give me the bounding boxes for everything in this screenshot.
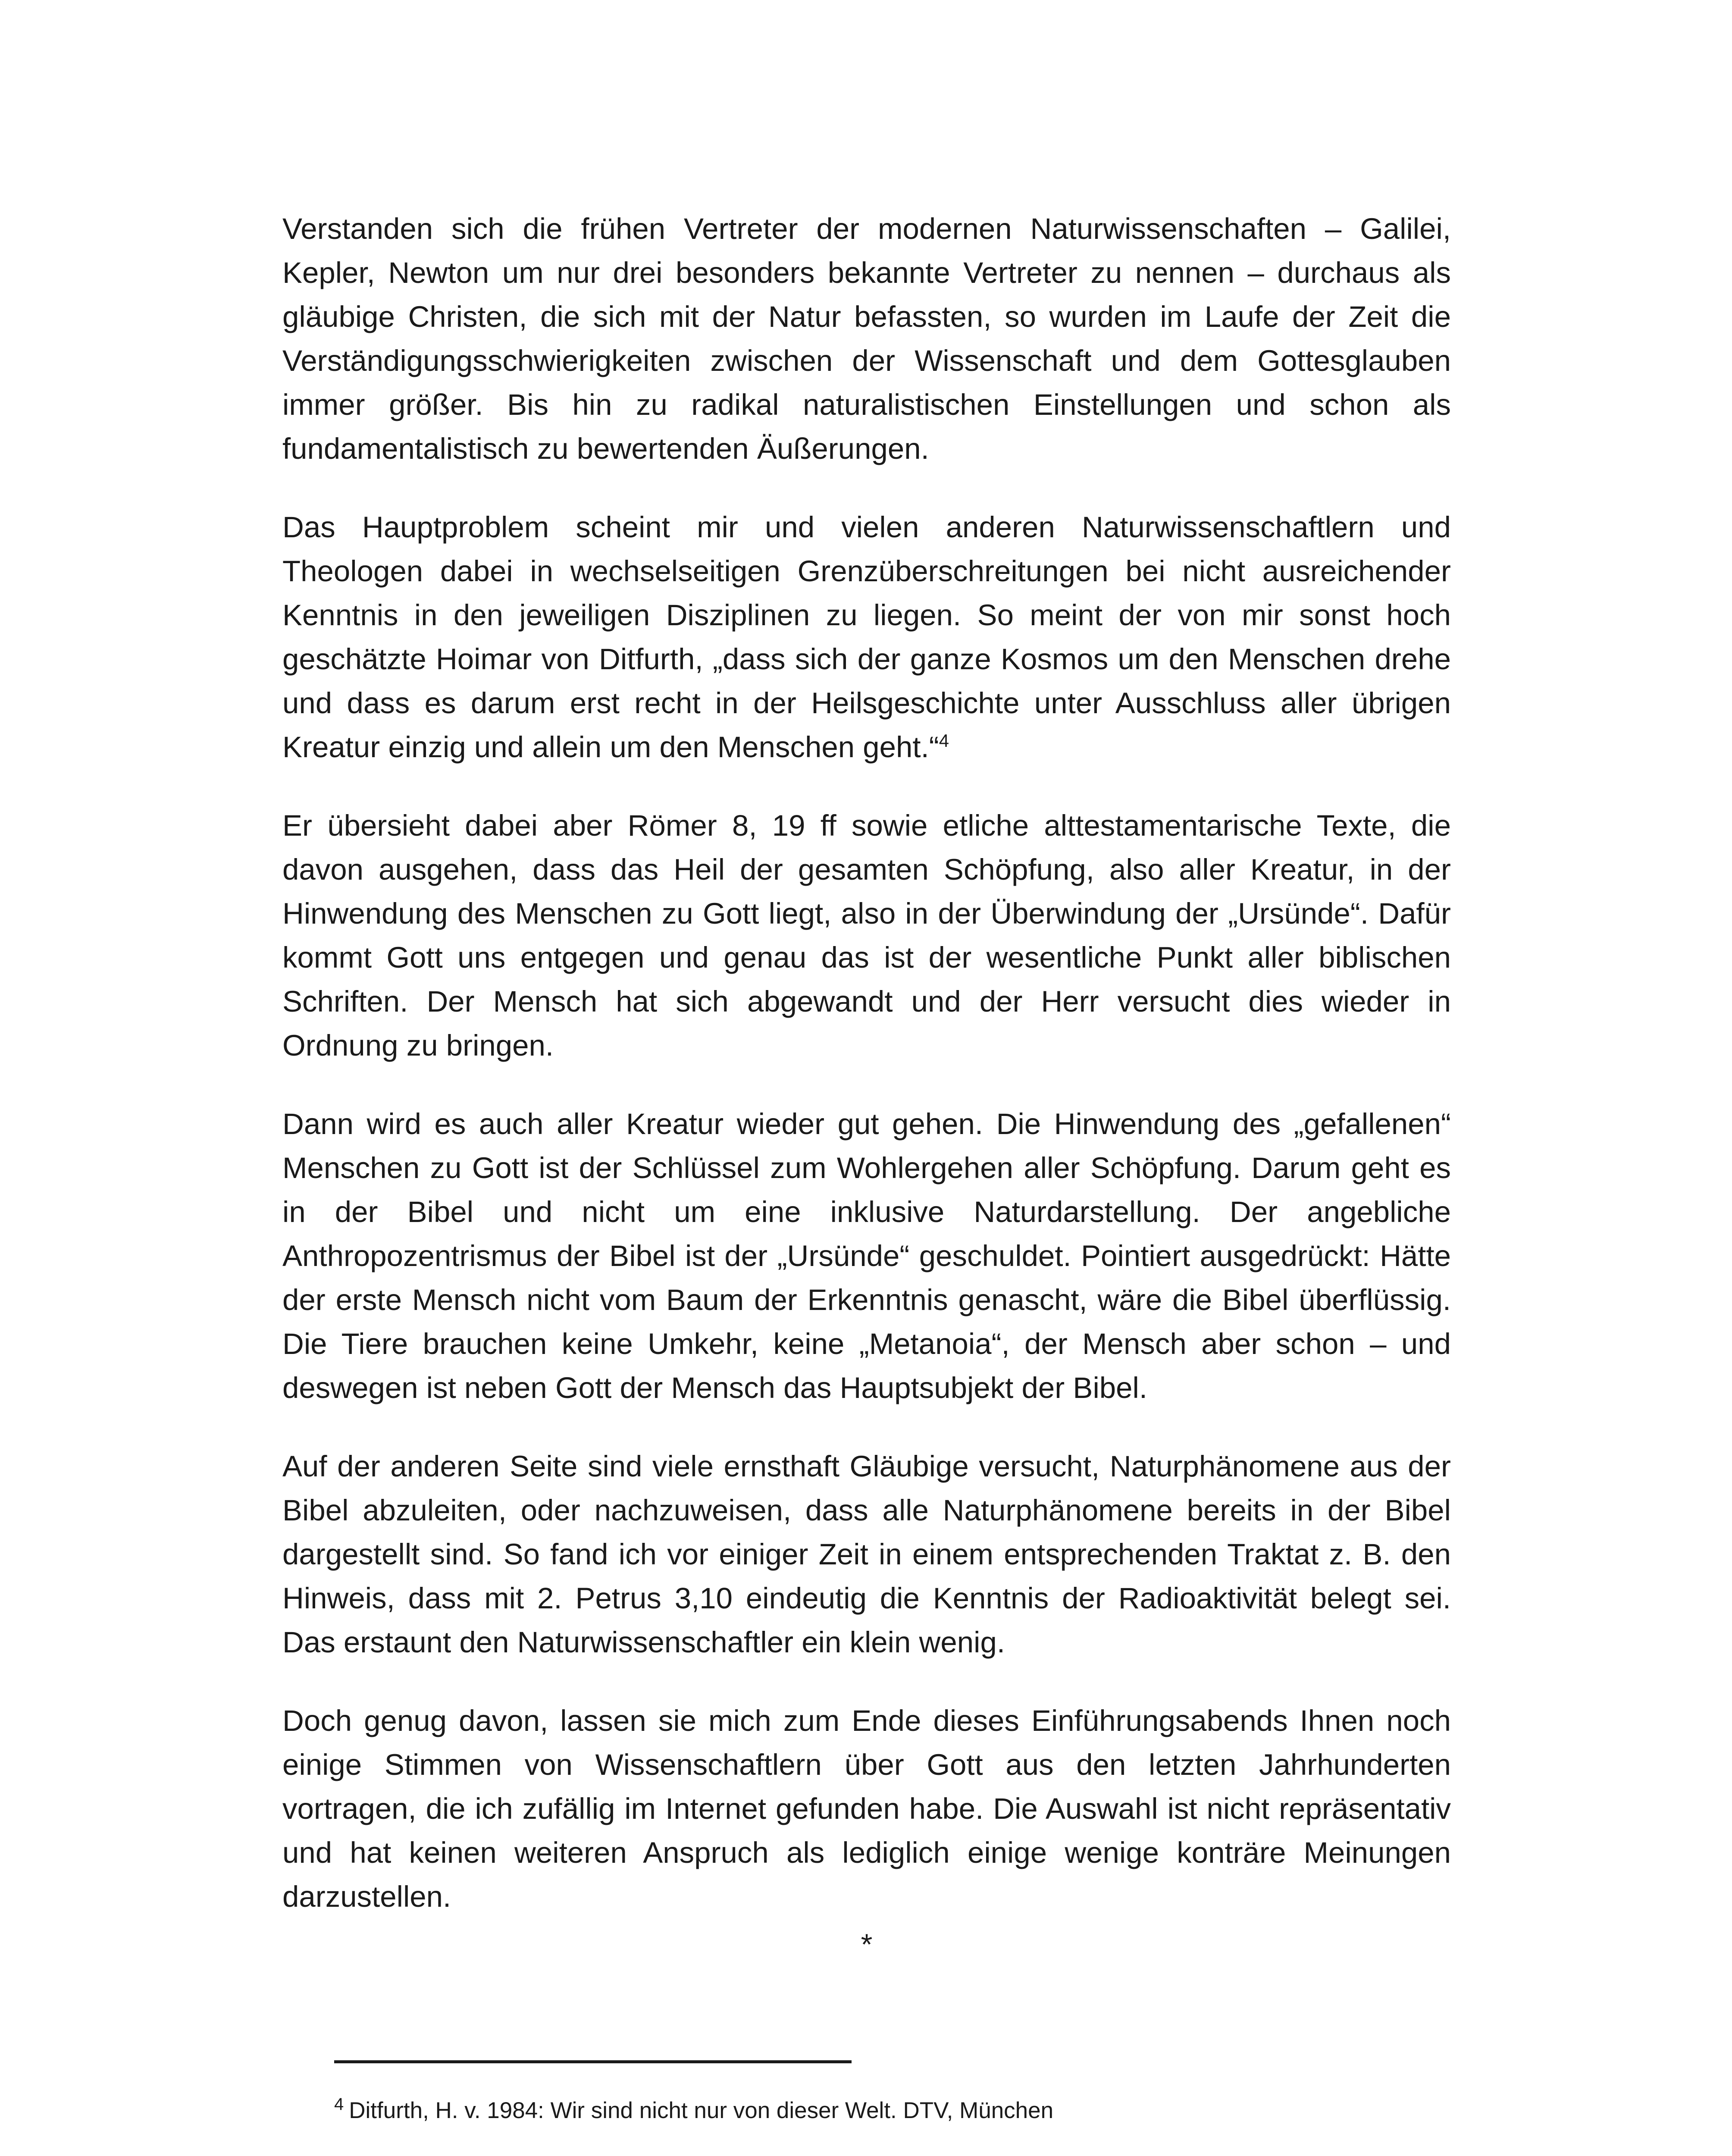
paragraph-5 xyxy=(282,1445,1451,1664)
footnote-number: 4 xyxy=(334,2095,344,2114)
footnote-text: Ditfurth, H. v. 1984: Wir sind nicht nur von dieser Welt. DTV, München xyxy=(349,2098,1054,2123)
paragraph-1-text: Verstanden sich die frühen Vertreter der modernen Naturwissenschaften – Galilei, Kepler, Newton um nur drei besonders bekannte Vertreter zu nennen – durchaus als gläubige Christen, die sich mit der Natur befassten, so wurden im Laufe der Zeit die Verständigungsschwierigkeiten zwischen der Wissenschaft und dem Gottesglauben immer größer. Bis hin zu radikal naturalistischen Einstellungen und schon als fundamentalistisch zu bewertenden Äußerungen. xyxy=(282,212,1451,465)
paragraph-6 xyxy=(282,1699,1451,1919)
paragraph-6-text: Doch genug davon, lassen sie mich zum Ende dieses Einführungsabends Ihnen noch einige Stimmen von Wissenschaftlern über Gott aus den letzten Jahrhunderten vortragen, die ich zufällig im Internet gefunden habe. Die Auswahl ist nicht repräsentativ und hat keinen weiteren Anspruch als lediglich einige wenige konträre Meinungen darzustellen. xyxy=(282,1704,1451,1913)
footnote-divider xyxy=(334,2060,852,2063)
footnote xyxy=(334,2096,1455,2126)
body-text xyxy=(282,207,1451,1919)
paragraph-3 xyxy=(282,804,1451,1068)
section-separator: * xyxy=(861,1928,873,1961)
paragraph-2-text: Das Hauptproblem scheint mir und vielen anderen Naturwissenschaftlern und Theologen dabei in wechselseitigen Grenzüberschreitungen bei nicht ausreichender Kenntnis in den jeweiligen Disziplinen zu liegen. So meint der von mir sonst hoch geschätzte Hoimar von Ditfurth, „dass sich der ganze Kosmos um den Menschen drehe und dass es darum erst recht in der Heilsgeschichte unter Ausschluss aller übrigen Kreatur einzig und allein um den Menschen geht.“ xyxy=(282,511,1451,764)
paragraph-2 xyxy=(282,505,1451,769)
footnote-reference[interactable]: 4 xyxy=(939,730,949,751)
paragraph-5-text: Auf der anderen Seite sind viele ernsthaft Gläubige versucht, Naturphänomene aus der Bibel abzuleiten, oder nachzuweisen, dass alle Naturphänomene bereits in der Bibel dargestellt sind. So fand ich vor einiger Zeit in einem entsprechenden Traktat z. B. den Hinweis, dass mit 2. Petrus 3,10 eindeutig die Kenntnis der Radioaktivität belegt sei. Das erstaunt den Naturwissenschaftler ein klein wenig. xyxy=(282,1450,1451,1659)
paragraph-4 xyxy=(282,1102,1451,1410)
paragraph-4-text: Dann wird es auch aller Kreatur wieder gut gehen. Die Hinwendung des „gefallenen“ Menschen zu Gott ist der Schlüssel zum Wohlergehen aller Schöpfung. Darum geht es in der Bibel und nicht um eine inklusive Naturdarstellung. Der angebliche Anthropozentrismus der Bibel ist der „Ursünde“ geschuldet. Pointiert ausgedrückt: Hätte der erste Mensch nicht vom Baum der Erkenntnis genascht, wäre die Bibel überflüssig. Die Tiere brauchen keine Umkehr, keine „Metanoia“, der Mensch aber schon – und deswegen ist neben Gott der Mensch das Hauptsubjekt der Bibel. xyxy=(282,1107,1451,1404)
paragraph-1 xyxy=(282,207,1451,471)
paragraph-3-text: Er übersieht dabei aber Römer 8, 19 ff sowie etliche alttestamentarische Texte, die davon ausgehen, dass das Heil der gesamten Schöpfung, also aller Kreatur, in der Hinwendung des Menschen zu Gott liegt, also in der Überwindung der „Ursünde“. Dafür kommt Gott uns entgegen und genau das ist der wesentliche Punkt aller biblischen Schriften. Der Mensch hat sich abgewandt und der Herr versucht dies wieder in Ordnung zu bringen. xyxy=(282,809,1451,1062)
